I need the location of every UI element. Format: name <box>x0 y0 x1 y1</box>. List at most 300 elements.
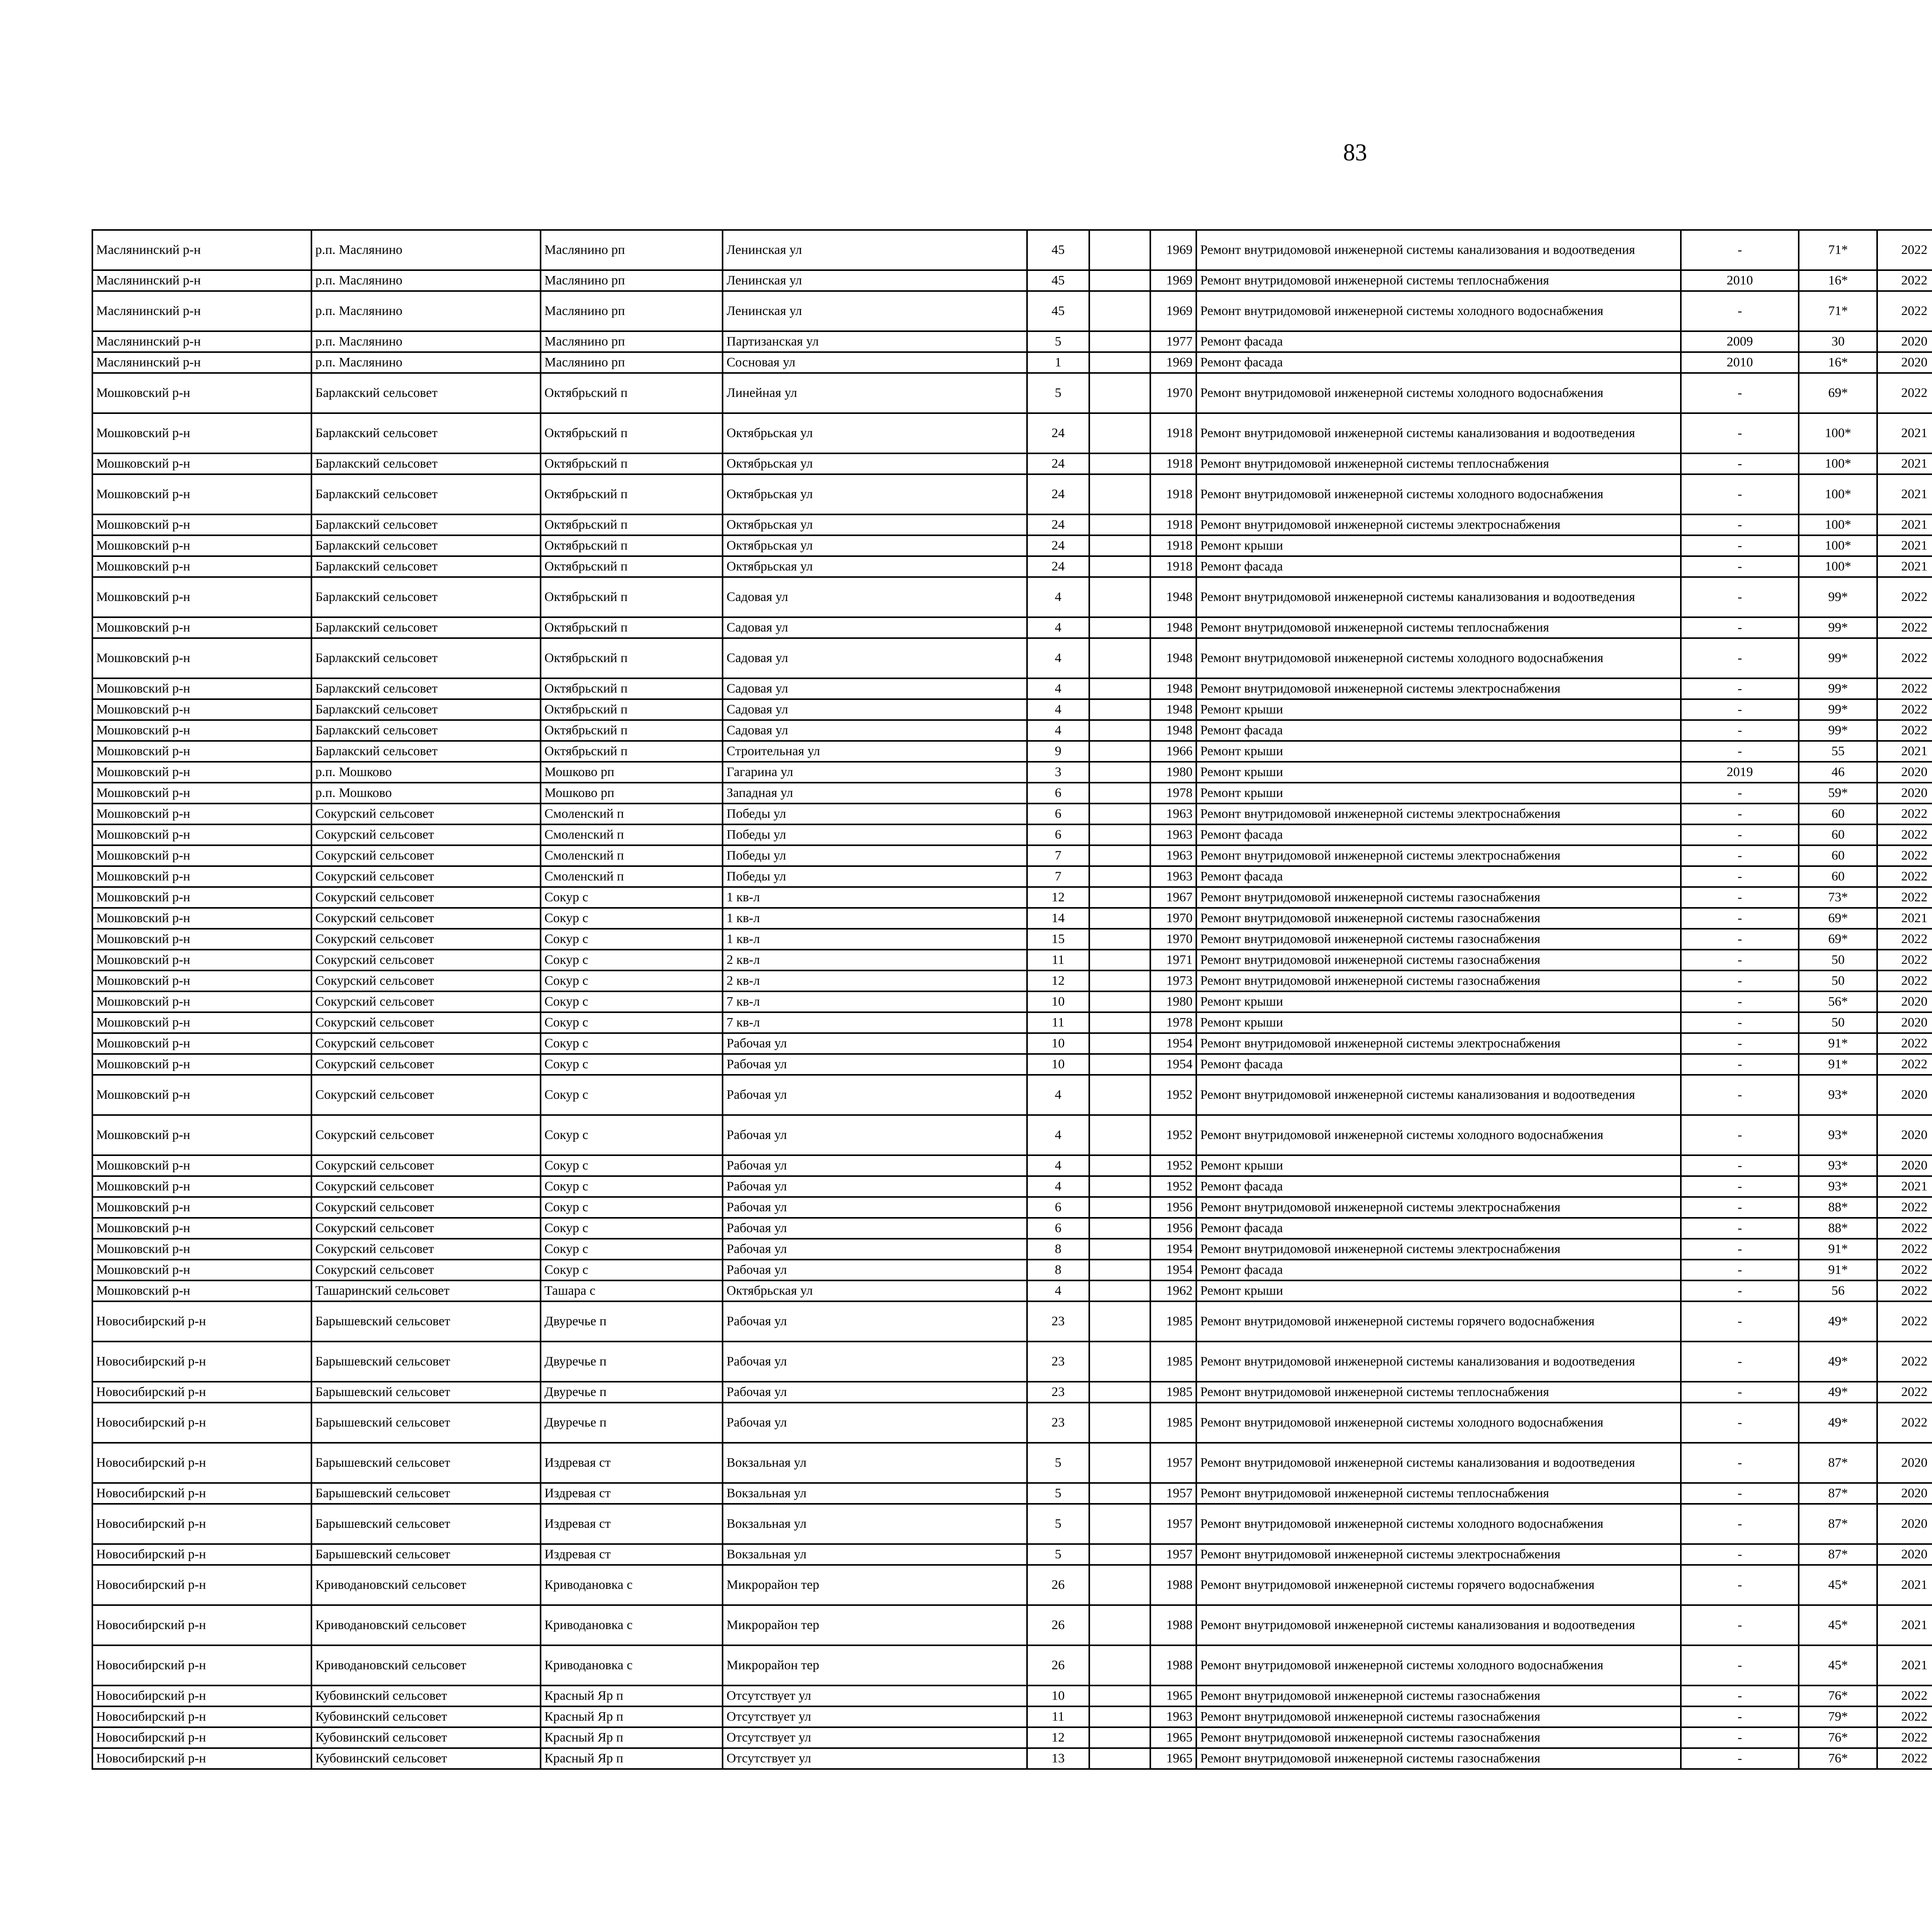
cell-year-built: 1956 <box>1150 1197 1197 1218</box>
cell-municipality: Сокурский сельсовет <box>311 991 541 1012</box>
cell-work-type: Ремонт внутридомовой инженерной системы газоснабжения <box>1196 887 1681 908</box>
cell-wear-percent: 100* <box>1799 514 1877 535</box>
cell-year-built: 1965 <box>1150 1748 1197 1769</box>
cell-building <box>1089 1645 1150 1685</box>
cell-year-start: 2022 <box>1877 1403 1932 1443</box>
cell-year-start: 2022 <box>1877 1382 1932 1403</box>
cell-house-number: 4 <box>1027 617 1089 638</box>
cell-last-repair-year: - <box>1681 1239 1799 1260</box>
cell-house-number: 4 <box>1027 1155 1089 1176</box>
table-row <box>92 1748 1932 1769</box>
cell-house-number: 5 <box>1027 1504 1089 1544</box>
cell-street: Микрорайон тер <box>723 1565 1027 1605</box>
cell-year-built: 1962 <box>1150 1280 1197 1301</box>
cell-last-repair-year: - <box>1681 1301 1799 1342</box>
cell-district: Мошковский р-н <box>92 1115 311 1155</box>
cell-street: Отсутствует ул <box>723 1685 1027 1706</box>
cell-settlement: Сокур с <box>541 1115 723 1155</box>
table-row <box>92 950 1932 970</box>
cell-year-built: 1948 <box>1150 699 1197 720</box>
cell-settlement: Сокур с <box>541 1176 723 1197</box>
cell-street: 1 кв-л <box>723 929 1027 950</box>
cell-last-repair-year: - <box>1681 1280 1799 1301</box>
cell-year-built: 1952 <box>1150 1155 1197 1176</box>
cell-street: Рабочая ул <box>723 1342 1027 1382</box>
cell-municipality: Сокурский сельсовет <box>311 804 541 824</box>
cell-work-type: Ремонт внутридомовой инженерной системы теплоснабжения <box>1196 270 1681 291</box>
cell-wear-percent: 99* <box>1799 720 1877 741</box>
cell-building <box>1089 1280 1150 1301</box>
cell-house-number: 23 <box>1027 1382 1089 1403</box>
cell-last-repair-year: - <box>1681 1483 1799 1504</box>
cell-district: Мошковский р-н <box>92 413 311 453</box>
cell-last-repair-year: - <box>1681 866 1799 887</box>
cell-wear-percent: 87* <box>1799 1443 1877 1483</box>
cell-year-start: 2022 <box>1877 291 1932 331</box>
cell-district: Маслянинский р-н <box>92 270 311 291</box>
cell-year-start: 2022 <box>1877 887 1932 908</box>
cell-year-built: 1948 <box>1150 638 1197 678</box>
cell-year-built: 1985 <box>1150 1342 1197 1382</box>
table-row <box>92 535 1932 556</box>
cell-building <box>1089 1544 1150 1565</box>
cell-last-repair-year: - <box>1681 638 1799 678</box>
cell-wear-percent: 60 <box>1799 845 1877 866</box>
cell-district: Мошковский р-н <box>92 887 311 908</box>
cell-municipality: Сокурский сельсовет <box>311 970 541 991</box>
cell-house-number: 4 <box>1027 577 1089 617</box>
cell-district: Мошковский р-н <box>92 1239 311 1260</box>
cell-street: 2 кв-л <box>723 950 1027 970</box>
cell-street: Рабочая ул <box>723 1176 1027 1197</box>
cell-year-start: 2020 <box>1877 331 1932 352</box>
table-row <box>92 1239 1932 1260</box>
cell-wear-percent: 49* <box>1799 1342 1877 1382</box>
cell-year-start: 2022 <box>1877 577 1932 617</box>
cell-settlement: Сокур с <box>541 950 723 970</box>
cell-year-start: 2021 <box>1877 453 1932 474</box>
cell-last-repair-year: - <box>1681 845 1799 866</box>
table-row <box>92 1403 1932 1443</box>
cell-work-type: Ремонт внутридомовой инженерной системы электроснабжения <box>1196 804 1681 824</box>
table-row <box>92 1727 1932 1748</box>
cell-wear-percent: 49* <box>1799 1382 1877 1403</box>
cell-wear-percent: 100* <box>1799 556 1877 577</box>
cell-last-repair-year: - <box>1681 1382 1799 1403</box>
cell-last-repair-year: - <box>1681 556 1799 577</box>
cell-house-number: 3 <box>1027 762 1089 783</box>
cell-district: Мошковский р-н <box>92 577 311 617</box>
cell-work-type: Ремонт внутридомовой инженерной системы холодного водоснабжения <box>1196 638 1681 678</box>
cell-municipality: Сокурский сельсовет <box>311 929 541 950</box>
cell-year-start: 2022 <box>1877 1239 1932 1260</box>
cell-street: Ленинская ул <box>723 230 1027 270</box>
table-row <box>92 514 1932 535</box>
cell-work-type: Ремонт внутридомовой инженерной системы канализования и водоотведения <box>1196 1605 1681 1645</box>
cell-settlement: Октябрьский п <box>541 678 723 699</box>
cell-year-start: 2022 <box>1877 230 1932 270</box>
cell-house-number: 45 <box>1027 270 1089 291</box>
cell-house-number: 24 <box>1027 413 1089 453</box>
cell-work-type: Ремонт внутридомовой инженерной системы газоснабжения <box>1196 1727 1681 1748</box>
table-row <box>92 1605 1932 1645</box>
cell-year-start: 2021 <box>1877 1565 1932 1605</box>
cell-work-type: Ремонт внутридомовой инженерной системы холодного водоснабжения <box>1196 1645 1681 1685</box>
cell-district: Новосибирский р-н <box>92 1301 311 1342</box>
table-row <box>92 413 1932 453</box>
cell-wear-percent: 91* <box>1799 1033 1877 1054</box>
cell-year-start: 2020 <box>1877 1504 1932 1544</box>
cell-year-start: 2021 <box>1877 514 1932 535</box>
cell-district: Мошковский р-н <box>92 617 311 638</box>
cell-last-repair-year: - <box>1681 1218 1799 1239</box>
cell-wear-percent: 99* <box>1799 638 1877 678</box>
cell-last-repair-year: - <box>1681 929 1799 950</box>
cell-wear-percent: 45* <box>1799 1645 1877 1685</box>
cell-work-type: Ремонт крыши <box>1196 741 1681 762</box>
cell-work-type: Ремонт внутридомовой инженерной системы газоснабжения <box>1196 1748 1681 1769</box>
cell-settlement: Октябрьский п <box>541 699 723 720</box>
cell-municipality: Барлакский сельсовет <box>311 453 541 474</box>
cell-municipality: Криводановский сельсовет <box>311 1565 541 1605</box>
cell-work-type: Ремонт внутридомовой инженерной системы канализования и водоотведения <box>1196 230 1681 270</box>
cell-settlement: Сокур с <box>541 908 723 929</box>
cell-building <box>1089 762 1150 783</box>
cell-work-type: Ремонт внутридомовой инженерной системы электроснабжения <box>1196 1197 1681 1218</box>
cell-building <box>1089 804 1150 824</box>
cell-year-start: 2021 <box>1877 556 1932 577</box>
table-row <box>92 678 1932 699</box>
cell-year-start: 2021 <box>1877 474 1932 514</box>
cell-work-type: Ремонт внутридомовой инженерной системы канализования и водоотведения <box>1196 577 1681 617</box>
cell-year-start: 2022 <box>1877 950 1932 970</box>
cell-year-start: 2022 <box>1877 699 1932 720</box>
cell-last-repair-year: - <box>1681 453 1799 474</box>
cell-year-built: 1988 <box>1150 1645 1197 1685</box>
cell-building <box>1089 1012 1150 1033</box>
cell-house-number: 4 <box>1027 1075 1089 1115</box>
table-row <box>92 741 1932 762</box>
cell-district: Мошковский р-н <box>92 1176 311 1197</box>
cell-house-number: 10 <box>1027 991 1089 1012</box>
cell-year-built: 1969 <box>1150 291 1197 331</box>
cell-last-repair-year: - <box>1681 1727 1799 1748</box>
cell-year-start: 2021 <box>1877 1176 1932 1197</box>
cell-year-start: 2020 <box>1877 762 1932 783</box>
cell-municipality: Сокурский сельсовет <box>311 1260 541 1280</box>
cell-year-built: 1985 <box>1150 1403 1197 1443</box>
cell-settlement: Издревая ст <box>541 1504 723 1544</box>
cell-house-number: 13 <box>1027 1748 1089 1769</box>
cell-settlement: Октябрьский п <box>541 638 723 678</box>
cell-year-built: 1985 <box>1150 1382 1197 1403</box>
cell-house-number: 10 <box>1027 1033 1089 1054</box>
cell-wear-percent: 69* <box>1799 929 1877 950</box>
cell-street: Рабочая ул <box>723 1197 1027 1218</box>
cell-street: Вокзальная ул <box>723 1443 1027 1483</box>
cell-wear-percent: 100* <box>1799 413 1877 453</box>
cell-house-number: 5 <box>1027 1544 1089 1565</box>
cell-last-repair-year: - <box>1681 1176 1799 1197</box>
cell-municipality: Криводановский сельсовет <box>311 1645 541 1685</box>
cell-wear-percent: 30 <box>1799 331 1877 352</box>
cell-wear-percent: 100* <box>1799 453 1877 474</box>
cell-year-built: 1948 <box>1150 678 1197 699</box>
cell-municipality: Сокурский сельсовет <box>311 1115 541 1155</box>
cell-street: Микрорайон тер <box>723 1645 1027 1685</box>
cell-district: Мошковский р-н <box>92 1033 311 1054</box>
cell-last-repair-year: 2009 <box>1681 331 1799 352</box>
cell-year-start: 2022 <box>1877 1280 1932 1301</box>
cell-building <box>1089 1504 1150 1544</box>
cell-municipality: Криводановский сельсовет <box>311 1605 541 1645</box>
cell-last-repair-year: - <box>1681 230 1799 270</box>
cell-settlement: Издревая ст <box>541 1443 723 1483</box>
cell-wear-percent: 93* <box>1799 1176 1877 1197</box>
cell-work-type: Ремонт внутридомовой инженерной системы теплоснабжения <box>1196 453 1681 474</box>
cell-year-built: 1980 <box>1150 762 1197 783</box>
cell-year-built: 1918 <box>1150 453 1197 474</box>
cell-year-start: 2022 <box>1877 1197 1932 1218</box>
cell-building <box>1089 270 1150 291</box>
table-row <box>92 970 1932 991</box>
cell-wear-percent: 76* <box>1799 1685 1877 1706</box>
cell-municipality: р.п. Мошково <box>311 783 541 804</box>
cell-settlement: Сокур с <box>541 1033 723 1054</box>
cell-street: Рабочая ул <box>723 1155 1027 1176</box>
cell-house-number: 4 <box>1027 1176 1089 1197</box>
cell-settlement: Издревая ст <box>541 1544 723 1565</box>
cell-street: Ленинская ул <box>723 270 1027 291</box>
cell-last-repair-year: - <box>1681 373 1799 413</box>
cell-district: Новосибирский р-н <box>92 1685 311 1706</box>
cell-year-start: 2020 <box>1877 991 1932 1012</box>
cell-building <box>1089 991 1150 1012</box>
cell-year-built: 1956 <box>1150 1218 1197 1239</box>
cell-municipality: р.п. Маслянино <box>311 331 541 352</box>
cell-year-start: 2020 <box>1877 1155 1932 1176</box>
cell-settlement: Октябрьский п <box>541 577 723 617</box>
cell-building <box>1089 617 1150 638</box>
cell-municipality: Кубовинский сельсовет <box>311 1706 541 1727</box>
cell-work-type: Ремонт внутридомовой инженерной системы теплоснабжения <box>1196 1382 1681 1403</box>
cell-municipality: Барлакский сельсовет <box>311 413 541 453</box>
cell-settlement: Октябрьский п <box>541 453 723 474</box>
cell-wear-percent: 49* <box>1799 1403 1877 1443</box>
cell-settlement: Маслянино рп <box>541 352 723 373</box>
table-row <box>92 1483 1932 1504</box>
table-row <box>92 556 1932 577</box>
cell-work-type: Ремонт крыши <box>1196 1012 1681 1033</box>
cell-year-start: 2022 <box>1877 866 1932 887</box>
cell-building <box>1089 331 1150 352</box>
cell-work-type: Ремонт внутридомовой инженерной системы холодного водоснабжения <box>1196 373 1681 413</box>
cell-last-repair-year: - <box>1681 908 1799 929</box>
cell-district: Маслянинский р-н <box>92 352 311 373</box>
cell-district: Мошковский р-н <box>92 453 311 474</box>
cell-wear-percent: 16* <box>1799 352 1877 373</box>
cell-last-repair-year: 2010 <box>1681 352 1799 373</box>
cell-street: Октябрьская ул <box>723 453 1027 474</box>
cell-street: Рабочая ул <box>723 1054 1027 1075</box>
cell-house-number: 6 <box>1027 1197 1089 1218</box>
cell-district: Новосибирский р-н <box>92 1565 311 1605</box>
cell-building <box>1089 1443 1150 1483</box>
cell-municipality: Барлакский сельсовет <box>311 556 541 577</box>
cell-year-start: 2022 <box>1877 678 1932 699</box>
cell-municipality: Барлакский сельсовет <box>311 741 541 762</box>
cell-district: Новосибирский р-н <box>92 1403 311 1443</box>
cell-work-type: Ремонт внутридомовой инженерной системы газоснабжения <box>1196 929 1681 950</box>
cell-district: Мошковский р-н <box>92 1012 311 1033</box>
cell-year-built: 1948 <box>1150 617 1197 638</box>
cell-house-number: 24 <box>1027 535 1089 556</box>
table-row <box>92 1443 1932 1483</box>
cell-building <box>1089 1033 1150 1054</box>
cell-settlement: Сокур с <box>541 970 723 991</box>
cell-last-repair-year: - <box>1681 1054 1799 1075</box>
cell-work-type: Ремонт внутридомовой инженерной системы газоснабжения <box>1196 970 1681 991</box>
cell-district: Мошковский р-н <box>92 373 311 413</box>
cell-street: 7 кв-л <box>723 1012 1027 1033</box>
cell-wear-percent: 88* <box>1799 1218 1877 1239</box>
cell-year-built: 1985 <box>1150 1301 1197 1342</box>
cell-work-type: Ремонт внутридомовой инженерной системы газоснабжения <box>1196 908 1681 929</box>
cell-district: Мошковский р-н <box>92 991 311 1012</box>
cell-house-number: 26 <box>1027 1645 1089 1685</box>
cell-municipality: Сокурский сельсовет <box>311 845 541 866</box>
cell-work-type: Ремонт фасада <box>1196 720 1681 741</box>
cell-district: Мошковский р-н <box>92 678 311 699</box>
cell-last-repair-year: - <box>1681 699 1799 720</box>
cell-house-number: 4 <box>1027 678 1089 699</box>
cell-settlement: Двуречье п <box>541 1342 723 1382</box>
cell-street: Рабочая ул <box>723 1033 1027 1054</box>
cell-work-type: Ремонт внутридомовой инженерной системы газоснабжения <box>1196 950 1681 970</box>
cell-building <box>1089 866 1150 887</box>
cell-street: Сосновая ул <box>723 352 1027 373</box>
table-row <box>92 783 1932 804</box>
cell-house-number: 5 <box>1027 373 1089 413</box>
cell-last-repair-year: - <box>1681 1012 1799 1033</box>
cell-building <box>1089 1115 1150 1155</box>
cell-settlement: Красный Яр п <box>541 1685 723 1706</box>
table-row <box>92 1012 1932 1033</box>
cell-wear-percent: 45* <box>1799 1605 1877 1645</box>
cell-building <box>1089 1685 1150 1706</box>
cell-wear-percent: 93* <box>1799 1155 1877 1176</box>
cell-settlement: Смоленский п <box>541 845 723 866</box>
cell-work-type: Ремонт фасада <box>1196 824 1681 845</box>
cell-district: Мошковский р-н <box>92 535 311 556</box>
cell-last-repair-year: - <box>1681 1544 1799 1565</box>
cell-settlement: Октябрьский п <box>541 556 723 577</box>
cell-street: Победы ул <box>723 866 1027 887</box>
cell-street: Отсутствует ул <box>723 1706 1027 1727</box>
table-row <box>92 1260 1932 1280</box>
cell-work-type: Ремонт внутридомовой инженерной системы холодного водоснабжения <box>1196 1115 1681 1155</box>
cell-street: Вокзальная ул <box>723 1483 1027 1504</box>
cell-last-repair-year: - <box>1681 1115 1799 1155</box>
cell-year-built: 1966 <box>1150 741 1197 762</box>
cell-settlement: Сокур с <box>541 1197 723 1218</box>
cell-street: Западная ул <box>723 783 1027 804</box>
cell-settlement: Октябрьский п <box>541 535 723 556</box>
cell-house-number: 14 <box>1027 908 1089 929</box>
cell-district: Мошковский р-н <box>92 1280 311 1301</box>
cell-settlement: Красный Яр п <box>541 1727 723 1748</box>
cell-last-repair-year: - <box>1681 291 1799 331</box>
cell-year-start: 2022 <box>1877 970 1932 991</box>
cell-house-number: 8 <box>1027 1239 1089 1260</box>
cell-year-built: 1970 <box>1150 908 1197 929</box>
cell-year-built: 1954 <box>1150 1239 1197 1260</box>
cell-street: Октябрьская ул <box>723 514 1027 535</box>
table-row <box>92 824 1932 845</box>
cell-municipality: Барышевский сельсовет <box>311 1403 541 1443</box>
cell-last-repair-year: - <box>1681 514 1799 535</box>
cell-wear-percent: 71* <box>1799 230 1877 270</box>
cell-year-start: 2021 <box>1877 535 1932 556</box>
cell-settlement: Октябрьский п <box>541 720 723 741</box>
table-row <box>92 699 1932 720</box>
cell-street: Партизанская ул <box>723 331 1027 352</box>
cell-year-start: 2022 <box>1877 1054 1932 1075</box>
cell-year-start: 2021 <box>1877 413 1932 453</box>
table-row <box>92 1280 1932 1301</box>
cell-settlement: Сокур с <box>541 1239 723 1260</box>
table-row <box>92 291 1932 331</box>
cell-building <box>1089 535 1150 556</box>
cell-building <box>1089 1260 1150 1280</box>
cell-municipality: Барлакский сельсовет <box>311 474 541 514</box>
cell-work-type: Ремонт внутридомовой инженерной системы электроснабжения <box>1196 1239 1681 1260</box>
cell-district: Новосибирский р-н <box>92 1382 311 1403</box>
table-row <box>92 1033 1932 1054</box>
cell-municipality: р.п. Мошково <box>311 762 541 783</box>
cell-house-number: 23 <box>1027 1301 1089 1342</box>
cell-last-repair-year: - <box>1681 1645 1799 1685</box>
cell-year-built: 1970 <box>1150 373 1197 413</box>
cell-street: Победы ул <box>723 824 1027 845</box>
cell-municipality: Барлакский сельсовет <box>311 535 541 556</box>
cell-street: Победы ул <box>723 804 1027 824</box>
cell-settlement: Красный Яр п <box>541 1706 723 1727</box>
cell-settlement: Двуречье п <box>541 1403 723 1443</box>
cell-wear-percent: 59* <box>1799 783 1877 804</box>
table-row <box>92 1706 1932 1727</box>
cell-district: Новосибирский р-н <box>92 1605 311 1645</box>
cell-house-number: 24 <box>1027 453 1089 474</box>
cell-wear-percent: 45* <box>1799 1565 1877 1605</box>
table-row <box>92 762 1932 783</box>
cell-house-number: 26 <box>1027 1605 1089 1645</box>
cell-last-repair-year: - <box>1681 1260 1799 1280</box>
table-row <box>92 1565 1932 1605</box>
cell-street: Рабочая ул <box>723 1115 1027 1155</box>
cell-municipality: Барлакский сельсовет <box>311 577 541 617</box>
cell-wear-percent: 99* <box>1799 577 1877 617</box>
cell-building <box>1089 1483 1150 1504</box>
cell-last-repair-year: - <box>1681 783 1799 804</box>
cell-municipality: Сокурский сельсовет <box>311 1218 541 1239</box>
cell-settlement: Смоленский п <box>541 824 723 845</box>
table-row <box>92 1197 1932 1218</box>
cell-last-repair-year: - <box>1681 535 1799 556</box>
cell-settlement: Сокур с <box>541 1012 723 1033</box>
cell-year-built: 1969 <box>1150 270 1197 291</box>
cell-work-type: Ремонт внутридомовой инженерной системы электроснабжения <box>1196 514 1681 535</box>
